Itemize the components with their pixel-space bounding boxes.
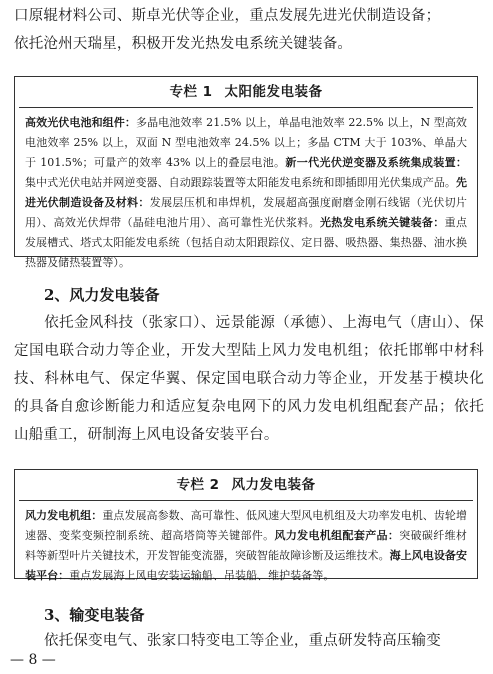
- box-wind-item-2-label: 风力发电机组配套产品：: [274, 529, 400, 542]
- section-3-heading: 3、输变电装备: [44, 606, 145, 624]
- box-solar-item-3-label: 先进光伏制造设备及材料：: [25, 176, 468, 209]
- section-2-heading: 2、风力发电装备: [44, 286, 160, 304]
- section-2-paragraph: [14, 309, 484, 449]
- section-3-text: 依托保变电气、张家口特变电工等企业，重点研发特高压输变: [44, 633, 441, 649]
- box-solar-body: [15, 108, 477, 279]
- box-solar-item-3-text: 发展层压机和串焊机，发展超高强度耐磨金刚石线锯（光伏切片用）、高效光伏焊带（晶硅电池片用）、高可靠性光伏浆料。: [25, 196, 467, 229]
- box-wind-item-1-text: 重点发展高参数、高可靠性、低风速大型风电机组及大功率发电机、齿轮增速器、变桨变频控制系统、超高塔筒等关键部件。: [25, 509, 468, 542]
- box-wind-item-3-label: 海上风电设备安装平台：: [25, 549, 468, 582]
- box-wind-item-3-text: 重点发展海上风电安装运输船、吊装船、维护装备等。: [69, 569, 335, 582]
- box-wind-title: [19, 470, 473, 501]
- box-solar-item-1-label: 高效光伏电池和组件：: [25, 116, 136, 129]
- box-solar-title: [19, 77, 473, 108]
- box-solar-number: 专栏 1: [169, 84, 213, 100]
- intro-paragraph: [14, 2, 484, 58]
- intro-line-1: 口原辊材料公司、斯卓光伏等企业，重点发展先进光伏制造设备；: [14, 8, 441, 24]
- box-wind-item-1-label: 风力发电机组：: [25, 509, 103, 522]
- section-3-paragraph: [14, 627, 484, 655]
- section-2-text: 依托金风科技（张家口）、远景能源（承德）、上海电气（唐山）、保定国电联合动力等企业，开发大型陆上风力发电机组；依托邯郸中材科技、科林电气、保定华翼、保定国电联合动力等企业，开发基于模块化的具备自愈诊断能力和适应复杂电网下的风力发电机组配套产品；依托山船重工，研制海上风电设备安装平台。: [14, 315, 484, 443]
- box-wind-equipment: [14, 469, 478, 582]
- box-solar-item-2-text: 集中式光伏电站并网逆变器、自动跟踪装置等太阳能发电系统和即插即用光伏集成产品。: [25, 176, 456, 189]
- page-number: — 8 —: [10, 652, 56, 668]
- intro-line-2: 依托沧州天瑞星，积极开发光热发电系统关键装备。: [14, 36, 353, 52]
- box-wind-item-2-text: 突破碳纤维材料等新型叶片关键技术，开发智能变流器，突破智能故障诊断及运维技术。: [25, 529, 467, 562]
- box-wind-body: [15, 501, 477, 592]
- box-wind-number: 专栏 2: [176, 477, 220, 493]
- box-solar-item-4-text: 重点发展槽式、塔式太阳能发电系统（包括自动太阳跟踪仪、定日器、吸热器、集热器、油水换热器及储热装置等）。: [25, 216, 467, 269]
- box-solar-item-1-text: 多晶电池效率 21.5% 以上，单晶电池效率 22.5% 以上，N 型高效电池效率 25% 以上，双面 N 型电池效率 24.5% 以上；多晶 CTM 大于 103%、单晶大于 101.5%；可量产的效率 43% 以上的叠层电池。: [25, 116, 467, 169]
- box-solar-item-4-label: 光热发电系统关键装备：: [319, 216, 445, 229]
- box-solar-equipment: [14, 76, 478, 269]
- box-solar-item-2-label: 新一代光伏逆变器及系统集成装置：: [285, 156, 467, 169]
- box-solar-title-text: 太阳能发电装备: [224, 84, 323, 100]
- box-wind-title-text: 风力发电装备: [231, 477, 316, 493]
